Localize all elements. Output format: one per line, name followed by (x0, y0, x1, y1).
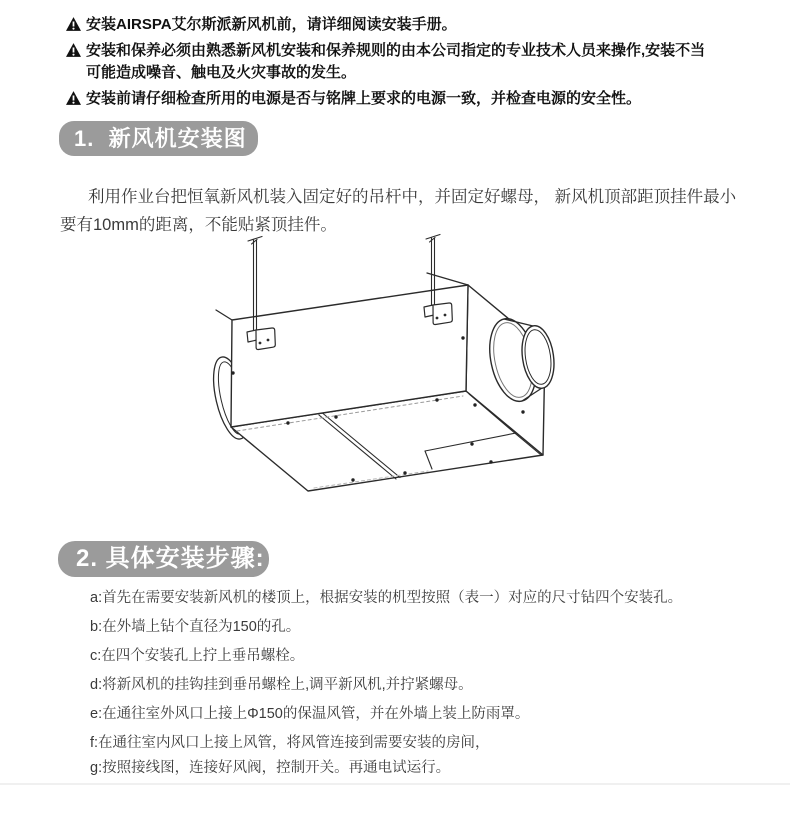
warning-icon (66, 17, 81, 31)
page-divider (0, 783, 790, 785)
unit-body (231, 285, 545, 491)
warning-icon (66, 91, 81, 105)
step-item: d:将新风机的挂钩挂到垂吊螺栓上,调平新风机,并拧紧螺母。 (90, 677, 473, 693)
warning-item (66, 14, 718, 36)
step-item: c:在四个安装孔上拧上垂吊螺栓。 (90, 648, 305, 664)
warning-list (66, 14, 718, 114)
warning-text: 安装前请仔细检查所用的电源是否与铭牌上要求的电源一致，并检查电源的安全性。 (86, 90, 642, 107)
section2-header: 2. 具体安装步骤: (58, 541, 269, 577)
warning-text: 安装和保养必须由熟悉新风机安装和保养规则的由本公司指定的专业技术人员来操作,安装不当可能造成噪音、触电及火灾事故的发生。 (86, 42, 706, 81)
section1-body: 利用作业台把恒氧新风机装入固定好的吊杆中，并固定好螺母， 新风机顶部距顶挂件最小要有10mm的距离，不能贴紧顶挂件。 (60, 187, 737, 234)
warning-item (66, 88, 718, 110)
warning-item (66, 40, 718, 84)
section1-header: 1. 新风机安装图 (59, 121, 258, 156)
step-list (90, 588, 750, 787)
warning-text: 安装AIRSPA艾尔斯派新风机前，请详细阅读安装手册。 (86, 16, 457, 33)
warning-icon (66, 43, 81, 57)
step-item: e:在通往室外风口上接上Φ150的保温风管，并在外墙上装上防雨罩。 (90, 706, 530, 722)
step-item: f:在通往室内风口上接上风管，将风管连接到需要安装的房间， (90, 735, 490, 751)
step-item: b:在外墙上钻个直径为150的孔。 (90, 619, 301, 635)
step-item: a:首先在需要安装新风机的楼顶上，根据安装的机型按照（表一）对应的尺寸钻四个安装孔。 (90, 590, 683, 606)
installation-diagram (205, 230, 600, 515)
step-item: g:按照接线图，连接好风阀，控制开关。再通电试运行。 (90, 760, 451, 776)
